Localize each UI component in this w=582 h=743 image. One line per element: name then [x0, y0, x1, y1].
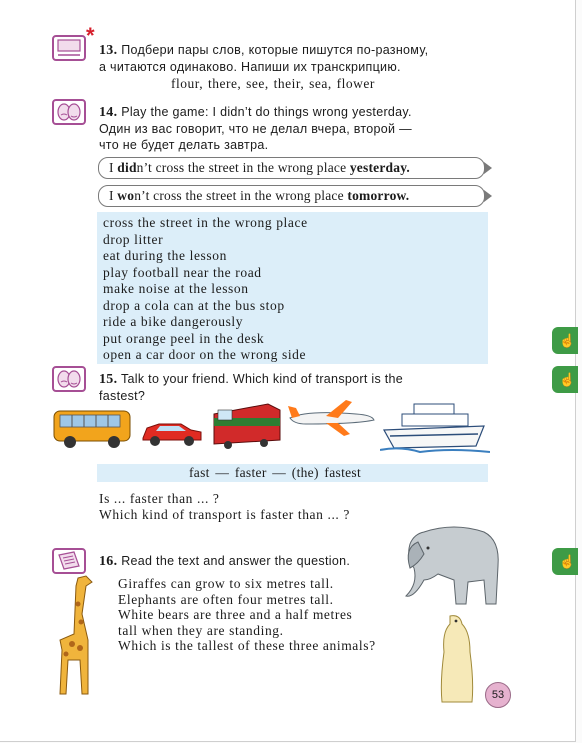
phrase-item: make noise at the lesson: [103, 281, 249, 296]
masks-icon: [52, 366, 86, 392]
phrase-item: cross the street in the wrong place: [103, 215, 308, 230]
exercise-14-instruction: [99, 104, 488, 153]
page-number: 53: [485, 682, 511, 708]
speech-bubble-yesterday: I didn’t cross the street in the wrong place yesterday.: [98, 157, 485, 179]
phrase-item: put orange peel in the desk: [103, 330, 265, 346]
instruction-line: Один из вас говорит, что не делал вчера, второй —: [99, 122, 412, 136]
car-image: [139, 416, 205, 448]
phrase-item: drop a cola can at the bus stop: [103, 297, 285, 313]
question-line: Is ... faster than ... ?: [99, 491, 220, 506]
text-line: tall when they are standing.: [118, 622, 284, 638]
speech-bubble-tomorrow: I won’t cross the street in the wrong place tomorrow.: [98, 185, 485, 207]
word-list: flour, there, see, their, sea, flower: [171, 76, 375, 91]
hand-pointer-icon: ☝: [559, 372, 576, 387]
text-line: Elephants are often four metres tall.: [118, 591, 334, 607]
book-icon: [52, 548, 86, 574]
side-tab[interactable]: [552, 327, 578, 354]
exercise-number: 15.: [99, 372, 118, 387]
question-line: Which kind of transport is faster than ... ?: [99, 507, 350, 522]
giraffe-image: [48, 574, 100, 702]
instruction-line: Talk to your friend. Which kind of transport is the: [120, 372, 404, 386]
phrase-item: open a car door on the wrong side: [103, 347, 307, 362]
hand-pointer-icon: ☝: [559, 554, 576, 569]
instruction-line: fastest?: [99, 389, 146, 403]
phrase-item: drop litter: [103, 231, 164, 247]
instruction-line: что не будет делать завтра.: [99, 138, 269, 152]
elephant-image: [384, 518, 506, 608]
side-tab[interactable]: [552, 366, 578, 393]
train-image: [208, 398, 284, 450]
instruction-line: Подбери пары слов, которые пишутся по-разному,: [121, 43, 429, 57]
text-line: Which is the tallest of these three animals?: [118, 638, 376, 653]
exercise-number: 14.: [99, 105, 118, 120]
question-lines: [99, 491, 350, 523]
comparison-strip: [97, 464, 488, 482]
plane-image: [286, 398, 378, 438]
computer-icon: [52, 35, 86, 61]
polar-bear-image: [432, 612, 480, 708]
masks-icon: [52, 99, 86, 125]
instruction-line: а читаются одинаково. Напиши их транскрипцию.: [99, 60, 401, 74]
exercise-13-instruction: [99, 42, 488, 75]
exercise-16-instruction: [99, 553, 399, 570]
comparison-text: fast — faster — (the) fastest: [189, 465, 362, 480]
instruction-line: Play the game: I didn’t do things wrong yesterday.: [121, 105, 412, 119]
text-line: Giraffes can grow to six metres tall.: [118, 576, 334, 591]
text-line: White bears are three and a half metres: [118, 607, 353, 622]
ship-image: [380, 390, 490, 458]
phrase-item: play football near the road: [103, 264, 262, 280]
bus-image: [52, 405, 134, 449]
side-tab[interactable]: [552, 548, 578, 575]
exercise-number: 13.: [99, 43, 118, 58]
phrase-list: [97, 212, 488, 364]
phrase-item: ride a bike dangerously: [103, 314, 244, 329]
reading-text: [118, 576, 376, 654]
exercise-number: 16.: [99, 554, 118, 569]
star-mark: *: [86, 23, 95, 48]
hand-pointer-icon: ☝: [559, 333, 576, 348]
phrase-item: eat during the lesson: [103, 248, 227, 263]
instruction-line: Read the text and answer the question.: [121, 554, 351, 568]
